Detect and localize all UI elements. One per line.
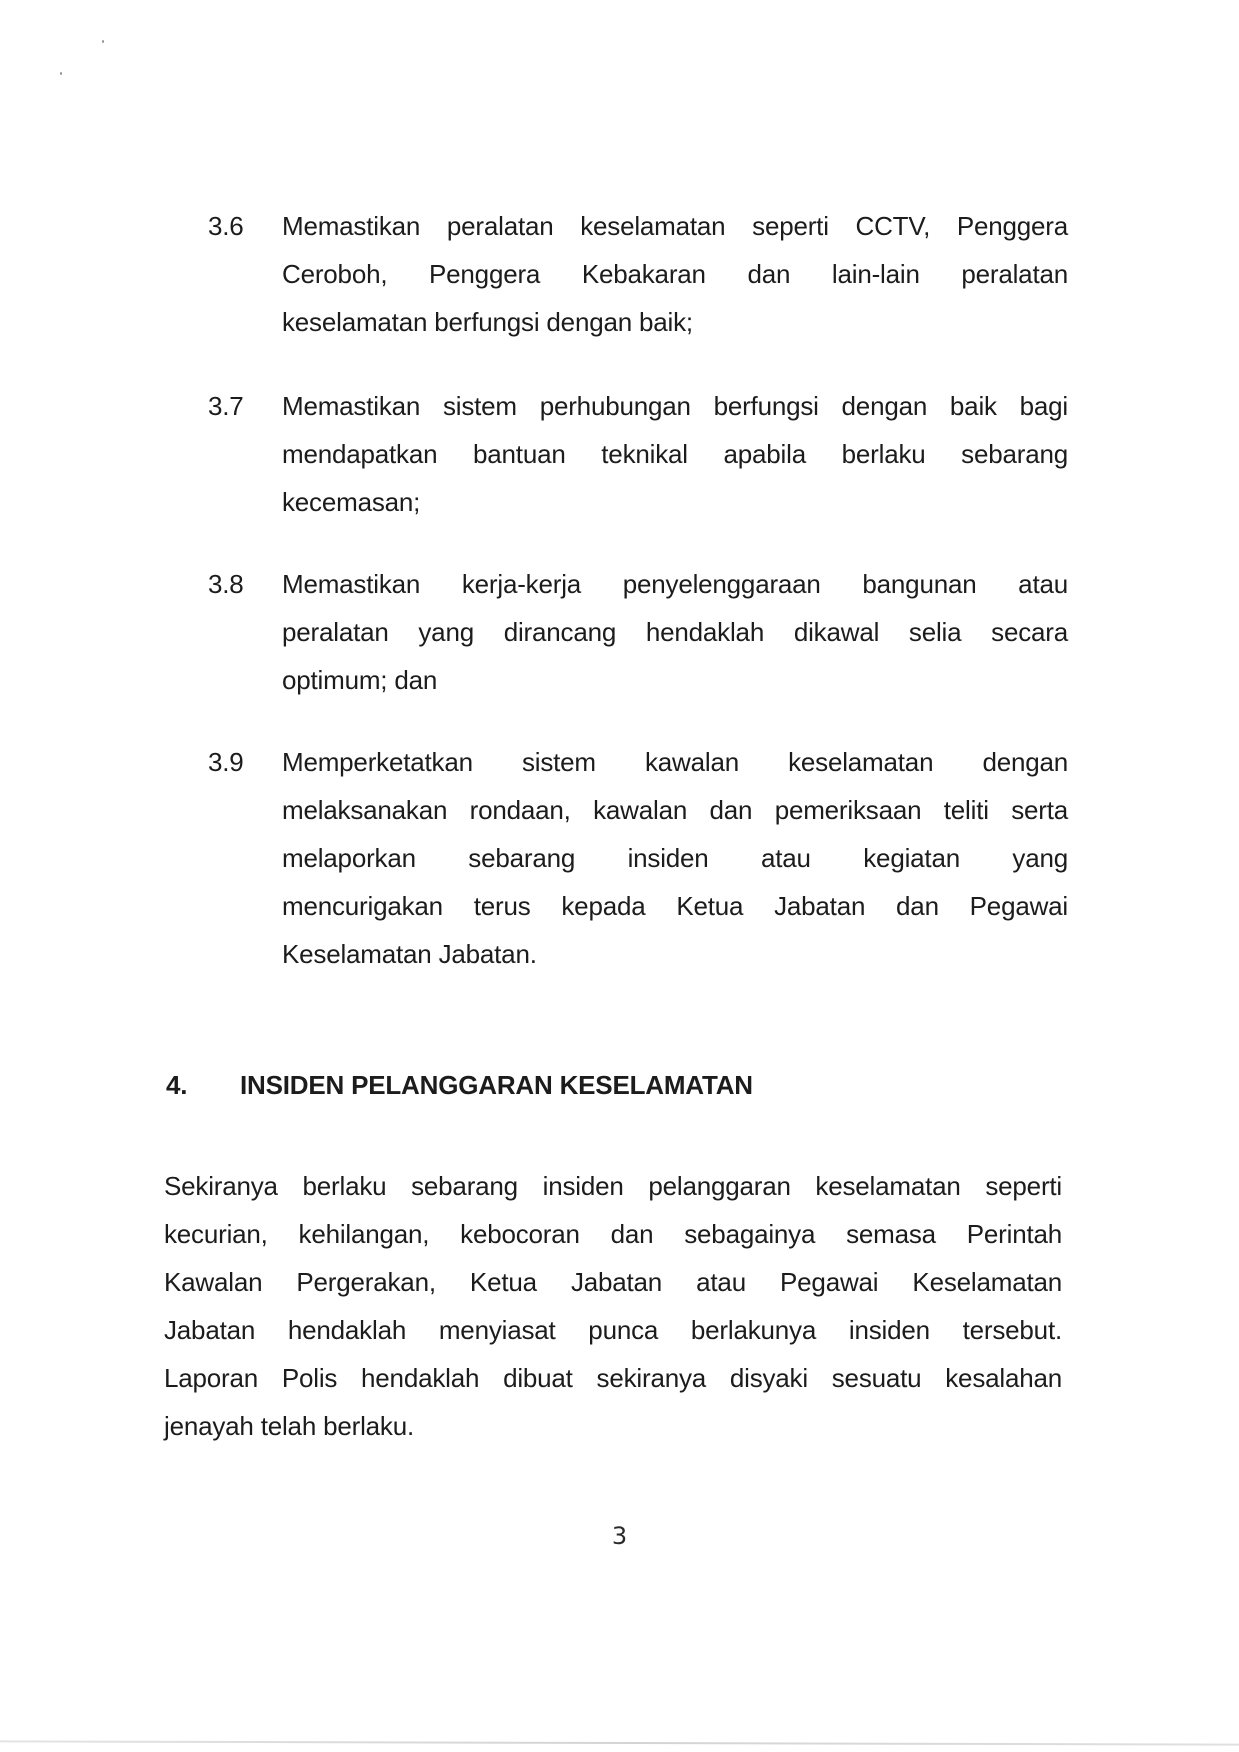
text-line: peralatan yang dirancang hendaklah dikawal selia secara (282, 617, 1068, 647)
text-line: mendapatkan bantuan teknikal apabila berlaku sebarang (282, 439, 1068, 469)
text-line: Memperketatkan sistem kawalan keselamatan dengan (282, 747, 1068, 777)
item-text (282, 202, 1068, 346)
section-title: INSIDEN PELANGGARAN KESELAMATAN (240, 1070, 753, 1100)
text-line: keselamatan berfungsi dengan baik; (282, 307, 693, 337)
page-number: 3 (611, 1522, 628, 1550)
item-number: 3.6 (208, 211, 244, 241)
text-line: melaporkan sebarang insiden atau kegiatan yang (282, 843, 1068, 873)
scan-speck (60, 72, 62, 75)
scan-speck (102, 40, 104, 43)
text-line: Memastikan peralatan keselamatan seperti CCTV, Penggera (282, 211, 1068, 241)
section-number: 4. (166, 1070, 188, 1100)
item-text (282, 738, 1068, 978)
page-edge-divider (0, 1740, 1239, 1745)
text-line: Keselamatan Jabatan. (282, 939, 537, 969)
text-line: mencurigakan terus kepada Ketua Jabatan dan Pegawai (282, 891, 1068, 921)
text-line: melaksanakan rondaan, kawalan dan pemeriksaan teliti serta (282, 795, 1068, 825)
item-text (282, 382, 1068, 526)
text-line: jenayah telah berlaku. (164, 1411, 415, 1441)
text-line: Memastikan kerja-kerja penyelenggaraan bangunan atau (282, 569, 1068, 599)
section-paragraph (164, 1162, 1062, 1450)
item-number: 3.9 (208, 747, 244, 777)
text-line: Sekiranya berlaku sebarang insiden pelanggaran keselamatan seperti (164, 1171, 1062, 1201)
text-line: optimum; dan (282, 665, 438, 695)
text-line: Memastikan sistem perhubungan berfungsi dengan baik bagi (282, 391, 1068, 421)
item-text (282, 560, 1068, 704)
text-line: Laporan Polis hendaklah dibuat sekiranya disyaki sesuatu kesalahan (164, 1363, 1062, 1393)
item-number: 3.8 (208, 569, 244, 599)
text-line: kecurian, kehilangan, kebocoran dan sebagainya semasa Perintah (164, 1219, 1062, 1249)
item-number: 3.7 (208, 391, 244, 421)
text-line: Ceroboh, Penggera Kebakaran dan lain-lain peralatan (282, 259, 1068, 289)
text-line: Kawalan Pergerakan, Ketua Jabatan atau Pegawai Keselamatan (164, 1267, 1062, 1297)
text-line: Jabatan hendaklah menyiasat punca berlakunya insiden tersebut. (164, 1315, 1062, 1345)
text-line: kecemasan; (282, 487, 421, 517)
